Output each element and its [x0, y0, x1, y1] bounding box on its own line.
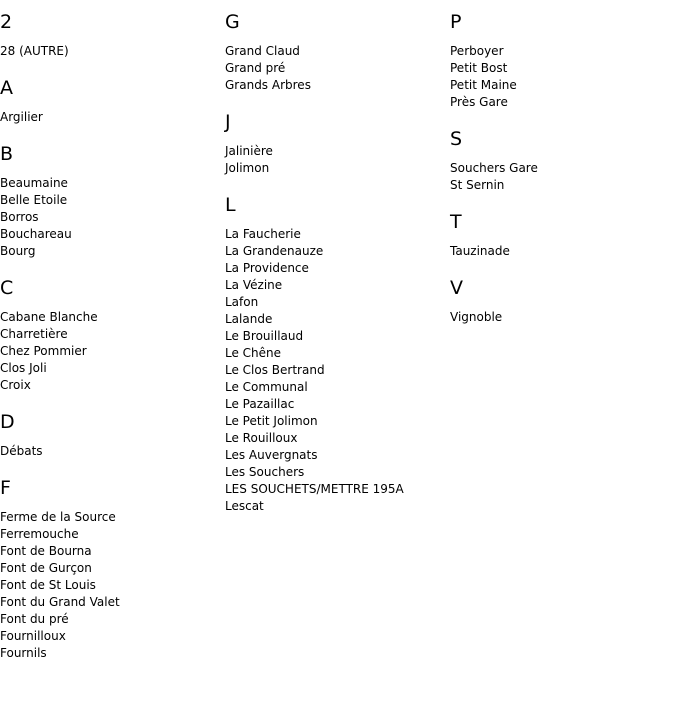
- place-link[interactable]: Chez Pommier: [0, 344, 87, 358]
- place-link[interactable]: Belle Etoile: [0, 193, 68, 207]
- place-list: [0, 109, 220, 126]
- place-link[interactable]: La Vézine: [225, 278, 283, 292]
- place-link[interactable]: Petit Bost: [450, 61, 508, 75]
- place-list: [450, 243, 670, 260]
- place-link[interactable]: Borros: [0, 210, 39, 224]
- place-link[interactable]: Près Gare: [450, 95, 508, 109]
- index-column: [225, 10, 445, 531]
- letter-group: [0, 276, 220, 394]
- letter-group: [225, 10, 445, 94]
- place-list: [225, 43, 445, 94]
- place-link[interactable]: Charretière: [0, 327, 68, 341]
- place-link[interactable]: LES SOUCHETS/METTRE 195A: [225, 482, 404, 496]
- place-link[interactable]: La Faucherie: [225, 227, 301, 241]
- letter-group: [225, 193, 445, 515]
- place-list: [450, 160, 670, 194]
- place-link[interactable]: Fournilloux: [0, 629, 66, 643]
- letter-group: [0, 410, 220, 460]
- letter-group: [0, 76, 220, 126]
- letter-heading: S: [450, 128, 463, 150]
- letter-group: [0, 10, 220, 60]
- place-link[interactable]: Font de Gurçon: [0, 561, 92, 575]
- place-link[interactable]: Croix: [0, 378, 31, 392]
- index-column: [0, 10, 220, 678]
- place-link[interactable]: Débats: [0, 444, 43, 458]
- place-link[interactable]: Beaumaine: [0, 176, 68, 190]
- letter-group: [450, 276, 670, 326]
- place-link[interactable]: Grand Claud: [225, 44, 300, 58]
- place-link[interactable]: Le Chêne: [225, 346, 282, 360]
- letter-heading: J: [225, 111, 231, 133]
- place-link[interactable]: Le Communal: [225, 380, 308, 394]
- place-link[interactable]: Font du Grand Valet: [0, 595, 120, 609]
- place-link[interactable]: Ferme de la Source: [0, 510, 116, 524]
- place-list: [0, 509, 220, 662]
- place-link[interactable]: Le Petit Jolimon: [225, 414, 318, 428]
- place-list: [225, 143, 445, 177]
- place-link[interactable]: Perboyer: [450, 44, 504, 58]
- letter-heading: V: [450, 277, 463, 299]
- letter-group: [0, 142, 220, 260]
- place-link[interactable]: Font de St Louis: [0, 578, 96, 592]
- letter-heading: C: [0, 277, 14, 299]
- letter-heading: G: [225, 11, 240, 33]
- place-link[interactable]: Jalinière: [225, 144, 273, 158]
- place-link[interactable]: Le Pazaillac: [225, 397, 295, 411]
- letter-heading: L: [225, 194, 236, 216]
- place-link[interactable]: Font de Bourna: [0, 544, 92, 558]
- index-column: [450, 10, 670, 342]
- place-link[interactable]: La Providence: [225, 261, 309, 275]
- letter-heading: 2: [0, 11, 13, 33]
- place-link[interactable]: Le Rouilloux: [225, 431, 298, 445]
- place-link[interactable]: St Sernin: [450, 178, 505, 192]
- place-link[interactable]: Le Clos Bertrand: [225, 363, 325, 377]
- letter-group: [0, 476, 220, 662]
- place-link[interactable]: Petit Maine: [450, 78, 517, 92]
- place-link[interactable]: Vignoble: [450, 310, 503, 324]
- place-link[interactable]: Souchers Gare: [450, 161, 538, 175]
- letter-heading: D: [0, 411, 15, 433]
- place-link[interactable]: 28 (AUTRE): [0, 44, 69, 58]
- place-link[interactable]: Bouchareau: [0, 227, 72, 241]
- letter-heading: B: [0, 143, 14, 165]
- letter-group: [450, 127, 670, 194]
- place-link[interactable]: Lescat: [225, 499, 264, 513]
- letter-heading: P: [450, 11, 462, 33]
- place-link[interactable]: Jolimon: [225, 161, 270, 175]
- letter-heading: F: [0, 477, 11, 499]
- place-link[interactable]: Ferremouche: [0, 527, 79, 541]
- letter-heading: T: [450, 211, 462, 233]
- place-list: [0, 175, 220, 260]
- place-link[interactable]: Grands Arbres: [225, 78, 311, 92]
- letter-group: [450, 10, 670, 111]
- place-list: [225, 226, 445, 515]
- place-link[interactable]: Grand pré: [225, 61, 286, 75]
- place-list: [0, 43, 220, 60]
- letter-group: [225, 110, 445, 177]
- place-link[interactable]: Lalande: [225, 312, 273, 326]
- place-link[interactable]: Tauzinade: [450, 244, 510, 258]
- place-link[interactable]: Les Auvergnats: [225, 448, 318, 462]
- place-list: [450, 309, 670, 326]
- place-link[interactable]: Clos Joli: [0, 361, 47, 375]
- place-list: [0, 309, 220, 394]
- place-link[interactable]: Lafon: [225, 295, 259, 309]
- place-link[interactable]: Bourg: [0, 244, 36, 258]
- letter-heading: A: [0, 77, 13, 99]
- place-link[interactable]: Font du pré: [0, 612, 69, 626]
- place-list: [450, 43, 670, 111]
- place-list: [0, 443, 220, 460]
- place-link[interactable]: Cabane Blanche: [0, 310, 98, 324]
- letter-group: [450, 210, 670, 260]
- place-link[interactable]: La Grandenauze: [225, 244, 324, 258]
- place-link[interactable]: Le Brouillaud: [225, 329, 304, 343]
- place-link[interactable]: Les Souchers: [225, 465, 305, 479]
- place-link[interactable]: Argilier: [0, 110, 43, 124]
- place-link[interactable]: Fournils: [0, 646, 47, 660]
